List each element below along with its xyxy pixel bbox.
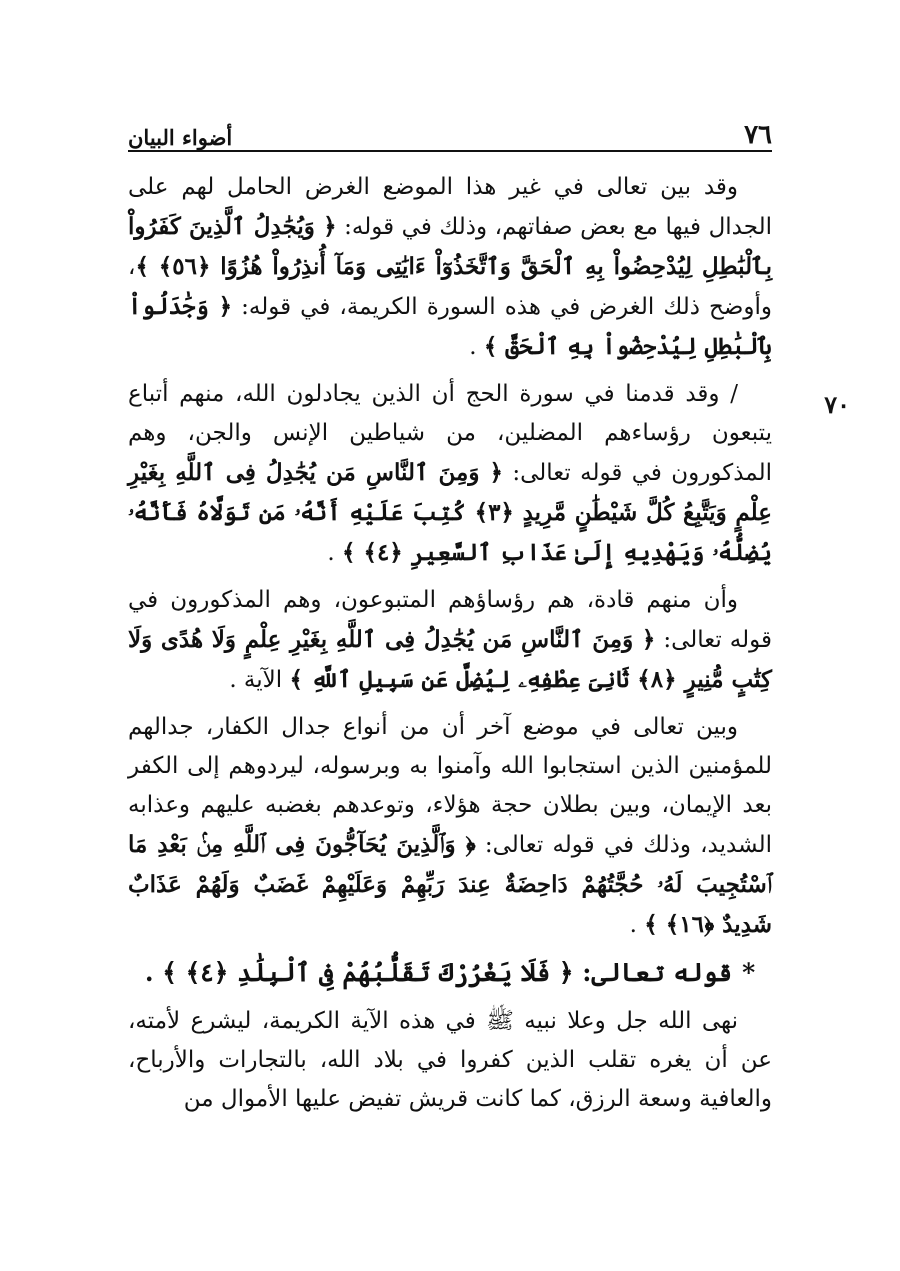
paragraph-1	[128, 168, 772, 367]
page-body	[128, 168, 772, 1127]
paragraph-5	[128, 1002, 772, 1119]
text: ، وأوضح ذلك الغرض في هذه السورة الكريمة، في قوله:	[128, 254, 772, 320]
section-heading	[128, 953, 772, 992]
paragraph-4	[128, 708, 772, 945]
text: نهى الله جل وعلا نبيه ﷺ في هذه الآية الكريمة، ليشرع لأمته، عن أن يغره تقلب الذين كفروا في بلاد الله، بالتجارات والأرباح، والعافية وسعة الرزق، كما كانت قريش تفيض عليها الأموال من	[128, 1008, 772, 1112]
page-number: ٧٦	[744, 120, 772, 150]
quran-verse: ﴿ وَجَٰدَلُواْ بِٱلْبَٰطِلِ لِيُدْحِضُواْ بِهِ ٱلْحَقَّ ﴾	[128, 293, 772, 360]
heading-label: قوله تعالى:	[573, 958, 733, 987]
paragraph-2	[128, 375, 772, 573]
text: / وقد قدمنا في سورة الحج أن الذين يجادلون الله، منهم أتباع يتبعون رؤساءهم المضلين، من شياطين الإنس والجن، وهم المذكورون في قوله تعالى:	[128, 381, 772, 486]
text: وأن منهم قادة، هم رؤساؤهم المتبوعون، وهم المذكورون في قوله تعالى:	[128, 587, 772, 653]
quran-verse: ﴿ وَمِنَ ٱلنَّاسِ مَن يُجَٰدِلُ فِى ٱللَّهِ بِغَيْرِ عِلْمٍ وَيَتَّبِعُ كُلَّ شَيْطَٰنٍ مَّرِيدٍ ﴿٣﴾ كُتِبَ عَلَيْهِ أَنَّهُۥ مَن تَوَلَّاهُ فَأَنَّهُۥ يُضِلُّهُۥ وَيَهْدِيهِ إِلَىٰ عَذَابِ ٱلسَّعِيرِ ﴿٤﴾ ﴾	[128, 459, 773, 566]
quran-verse: ﴿ فَلَا يَغْرُرْكَ تَقَلُّبُهُمْ فِى ٱلْبِلَٰدِ ﴿٤﴾ ﴾	[162, 958, 574, 987]
running-title: أضواء البيان	[128, 125, 233, 150]
quran-verse: ﴿ وَمِنَ ٱلنَّاسِ مَن يُجَٰدِلُ فِى ٱللَّهِ بِغَيْرِ عِلْمٍ وَلَا هُدًى وَلَا كِتَٰبٍ مُّنِيرٍ ﴿٨﴾ ثَانِىَ عِطْفِهِۦ لِيُضِلَّ عَن سَبِيلِ ٱللَّهِ ﴾	[128, 626, 772, 693]
star-icon: *	[742, 958, 756, 987]
header-rule	[128, 150, 772, 152]
text: .	[469, 334, 484, 360]
text: .	[144, 958, 163, 987]
text: وبين تعالى في موضع آخر أن من أنواع جدال الكفار، جدالهم للمؤمنين الذين استجابوا الله وآمنوا به وبرسوله، ليردوهم إلى الكفر بعد الإيمان، وبين بطلان حجة هؤلاء، وتوعدهم بغضبه عليهم وعذابه الشديد، وذلك في قوله تعالى:	[128, 714, 772, 858]
paragraph-3	[128, 581, 772, 700]
margin-page-reference: ٧٠	[824, 390, 850, 419]
text: الآية .	[229, 667, 290, 693]
quran-verse: ﴿ وَٱلَّذِينَ يُحَآجُّونَ فِى ٱللَّهِ مِنۢ بَعْدِ مَا ٱسْتُجِيبَ لَهُۥ حُجَّتُهُمْ دَاحِضَةٌ عِندَ رَبِّهِمْ وَعَلَيْهِمْ غَضَبٌ وَلَهُمْ عَذَابٌ شَدِيدٌ ﴿١٦﴾ ﴾	[128, 831, 772, 938]
page-header	[128, 112, 772, 148]
text: .	[327, 540, 342, 566]
text: وقد بين تعالى في غير هذا الموضع الغرض الحامل لهم على الجدال فيها مع بعض صفاتهم، وذلك في قوله:	[128, 174, 772, 240]
text: .	[629, 912, 645, 938]
quran-verse: ﴿ وَيُجَٰدِلُ ٱلَّذِينَ كَفَرُواْ بِٱلْبَٰطِلِ لِيُدْحِضُواْ بِهِ ٱلْحَقَّ وَٱتَّخَذُوٓاْ ءَايَٰتِى وَمَآ أُنذِرُواْ هُزُوًا ﴿٥٦﴾ ﴾	[128, 213, 772, 280]
